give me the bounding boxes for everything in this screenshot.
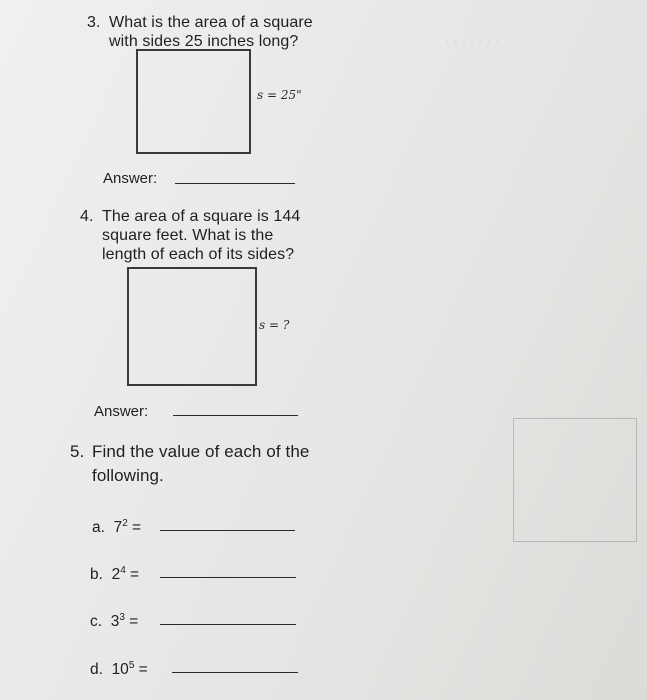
sub-item-letter: a.: [92, 519, 105, 536]
question-5-line: Find the value of each of the: [92, 442, 310, 461]
question-5: [70, 440, 370, 485]
answer-label-q3: Answer:: [103, 170, 158, 187]
question-4-text: [102, 207, 300, 264]
sub-item-equals: =: [125, 566, 140, 583]
question-3-text: [109, 13, 313, 51]
answer-blank-q4[interactable]: [173, 415, 298, 416]
sub-item-equals: =: [127, 519, 142, 536]
question-4: [80, 207, 380, 267]
question-3-line: with sides 25 inches long?: [109, 33, 299, 50]
question-4-line: The area of a square is 144: [102, 208, 301, 225]
question-5-number: 5.: [70, 442, 85, 461]
question-3-number: 3.: [87, 14, 101, 31]
sub-item-base: 10: [111, 661, 129, 678]
sub-item-exponent: 3: [119, 612, 125, 623]
sub-item-base: 3: [110, 613, 120, 630]
sub-item-c: [90, 612, 138, 631]
side-label-q3: s = 25": [257, 88, 302, 102]
side-label-q4: s = ?: [259, 318, 290, 332]
sub-item-d: [90, 660, 148, 679]
sub-item-base: 7: [113, 519, 123, 536]
answer-blank-5d[interactable]: [172, 672, 298, 673]
answer-blank-5a[interactable]: [160, 530, 295, 531]
show-through-text: . . . . . . .: [445, 30, 500, 47]
question-4-line: square feet. What is the: [102, 227, 274, 244]
question-4-number: 4.: [80, 208, 94, 225]
question-3: [87, 13, 387, 53]
sub-item-letter: b.: [90, 566, 103, 583]
sub-item-a: [92, 518, 141, 537]
question-3-line: What is the area of a square: [109, 14, 313, 31]
sub-item-equals: =: [134, 661, 148, 678]
sub-item-exponent: 2: [122, 518, 128, 529]
question-4-line: length of each of its sides?: [102, 246, 295, 263]
sub-item-equals: =: [124, 613, 139, 630]
answer-blank-5b[interactable]: [160, 577, 296, 578]
answer-blank-q3[interactable]: [175, 183, 295, 184]
sub-item-letter: d.: [90, 661, 103, 678]
sub-item-base: 2: [111, 566, 121, 583]
sub-item-letter: c.: [90, 613, 103, 630]
answer-blank-5c[interactable]: [160, 624, 296, 625]
square-figure-q4: [127, 267, 257, 386]
question-5-line: following.: [92, 466, 164, 485]
sub-item-exponent: 4: [120, 565, 126, 576]
square-figure-q3: [136, 49, 251, 154]
answer-label-q4: Answer:: [94, 403, 149, 420]
question-5-text: [92, 440, 309, 488]
sub-item-exponent: 5: [128, 660, 135, 671]
show-through-square: [513, 418, 637, 542]
sub-item-b: [90, 565, 139, 584]
